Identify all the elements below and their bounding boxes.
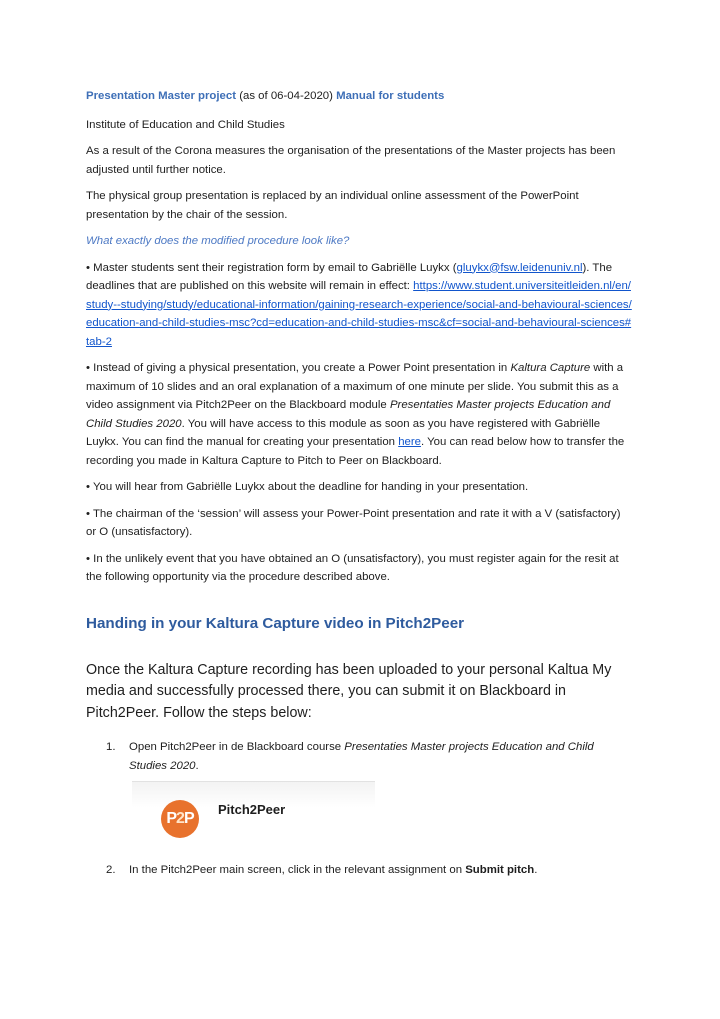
step-number: 1. — [106, 741, 116, 753]
institute-name: Institute of Education and Child Studies — [86, 118, 285, 131]
steps-list — [86, 738, 632, 775]
step-item — [86, 861, 632, 880]
bullet-presentation-text-a: • Instead of giving a physical presentation, you create a Power Point presentation in — [86, 362, 511, 374]
logo-digit-2: 2 — [176, 810, 184, 827]
section-heading: Handing in your Kaltura Capture video in Pitch2Peer — [86, 614, 465, 632]
bullet-deadline: • You will hear from Gabriëlle Luykx about the deadline for handing in your presentation. — [86, 481, 529, 493]
step-text-end: . — [534, 864, 538, 876]
pitch2peer-screenshot — [132, 781, 375, 855]
bullet-resit: • In the unlikely event that you have obtained an O (unsatisfactory), you must register again for the resit at the following opportunity via the procedure described above. — [86, 552, 619, 583]
pitch2peer-logo-icon — [161, 800, 199, 838]
manual-here-link[interactable]: here — [398, 436, 421, 448]
title-manual: Manual for students — [336, 90, 445, 102]
bullet-presentation-text-c: . You will have access to this module as soon as you have registered with Gabriëlle Luykx. You can find the manual for creating your presentation — [86, 417, 601, 448]
step-number: 2. — [106, 864, 116, 876]
logo-letter-p: P — [166, 810, 177, 827]
procedure-subtitle: What exactly does the modified procedure look like? — [86, 235, 350, 247]
bullet-presentation-text-d: . You can read below how to transfer the recording you made in Kaltura Capture to Pitch to Peer on Blackboard. — [86, 436, 625, 467]
email-link[interactable]: gluykx@fsw.leidenuniv.nl — [456, 261, 583, 274]
step-text: Open Pitch2Peer in de Blackboard course — [129, 741, 345, 753]
logo-letter-p2: P — [183, 810, 194, 827]
title-project: Presentation Master project — [86, 90, 237, 102]
deadlines-url-link[interactable]: https://www.student.universiteitleiden.nl/en/study--studying/study/educational-information/gaining-research-experience/social-and-behavioural-sciences/education-and-child-studies-msc?cd=education-and-child-studies-msc&cf=social-and-behavioural-sciences#tab-2 — [86, 280, 632, 348]
kaltura-capture-name: Kaltura Capture — [510, 362, 591, 374]
intro-paragraph-2: The physical group presentation is replaced by an individual online assessment of the PowerPoint presentation by the chair of the session. — [86, 190, 579, 221]
step-text-end: . — [195, 759, 199, 772]
document-title — [86, 87, 632, 106]
submit-pitch-label: Submit pitch — [465, 864, 535, 876]
bullet-registration-text-a: • Master students sent their registration form by email to Gabriëlle Luykx ( — [86, 261, 457, 274]
bullet-presentation-text-b: with a maximum of 10 slides and an oral explanation of a maximum of one minute per slide. You submit this as a video assignment via Pitch2Peer on the Blackboard module — [86, 362, 624, 411]
bullet-registration-text-b: ). The deadlines that are published on this website will remain in effect: — [86, 261, 613, 292]
section-intro: Once the Kaltura Capture recording has been uploaded to your personal Kaltua My media and successfully processed there, you can submit it on Blackboard in Pitch2Peer. Follow the steps below: — [86, 661, 612, 721]
title-date: (as of 06-04-2020) — [236, 90, 337, 102]
module-name: Presentaties Master projects Education and Child Studies 2020 — [86, 399, 611, 430]
course-name: Presentaties Master projects Education and Child Studies 2020 — [129, 741, 594, 772]
intro-paragraph-1: As a result of the Corona measures the organisation of the presentations of the Master projects has been adjusted until further notice. — [86, 145, 616, 176]
pitch2peer-name: Pitch2Peer — [218, 802, 286, 817]
step-item — [86, 738, 632, 775]
bullet-registration — [86, 259, 632, 352]
bullet-presentation — [86, 359, 632, 470]
step-text: In the Pitch2Peer main screen, click in the relevant assignment on — [129, 864, 466, 876]
steps-list-continued — [86, 861, 632, 880]
bullet-assessment: • The chairman of the ‘session’ will assess your Power-Point presentation and rate it with a V (satisfactory) or O (unsatisfactory). — [86, 507, 621, 538]
